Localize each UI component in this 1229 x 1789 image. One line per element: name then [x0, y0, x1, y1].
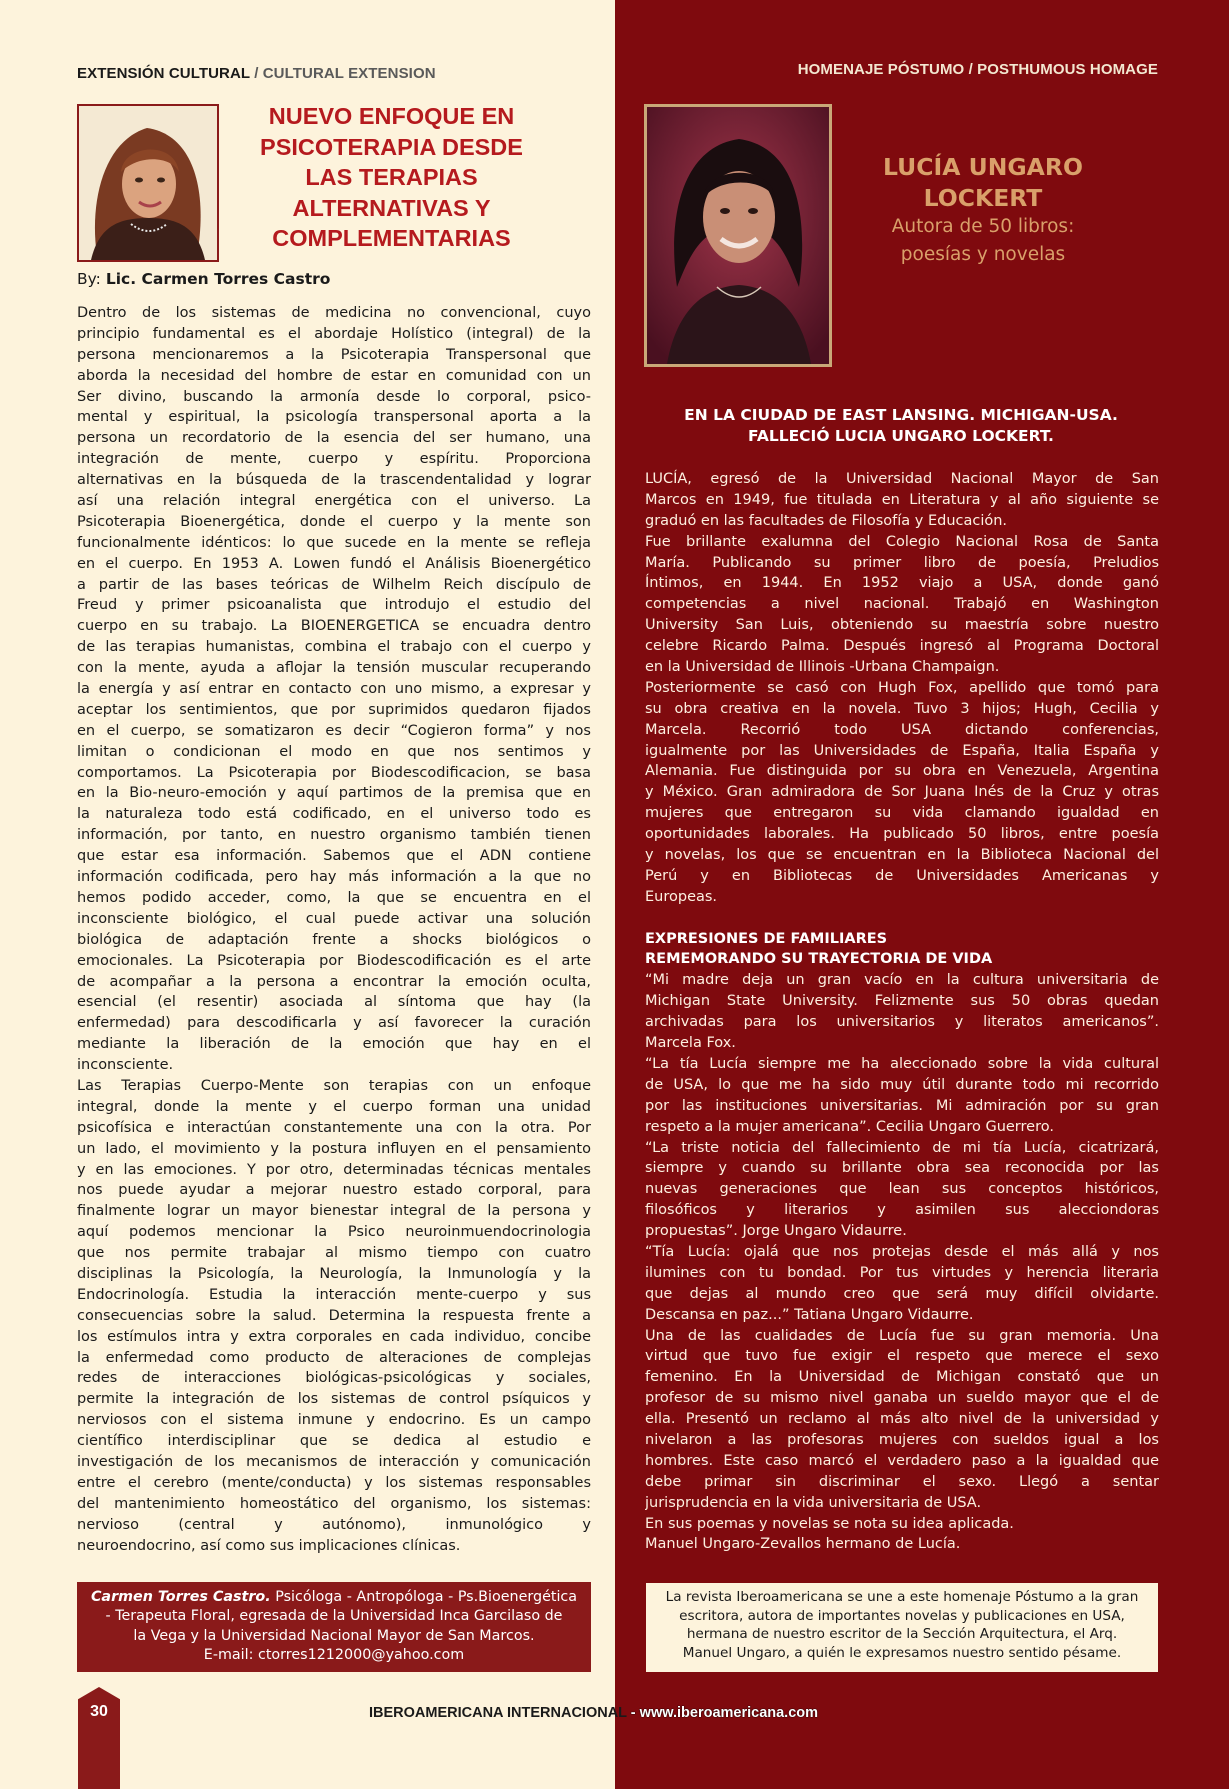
body-line: Dentro de los sistemas de medicina no convencional, cuyo [77, 305, 591, 321]
body-line: cuerpo en su trabajo. La BIOENERGETICA se encuadra dentro [77, 618, 591, 635]
footer-magazine: IBEROAMERICANA INTERNACIONAL [369, 1705, 627, 1721]
body-line: hemos podido acceder, como, la que se encuentra en el [77, 889, 591, 906]
title-line: LAS TERAPIAS [305, 164, 478, 190]
quote-line: archivadas para los universitarios y literatos americanos”. [645, 1014, 1159, 1031]
body-line: integración de mente, cuerpo y espíritu. Proporciona [77, 451, 591, 468]
body-line: redes de interacciones biológicas-psicológicas y sociales, [77, 1370, 591, 1387]
quote-line: Descansa en paz...” Tatiana Ungaro Vidaurre. [645, 1306, 974, 1323]
body-line: enfermedad) para descodificarla y así favorecer la curación [77, 1015, 591, 1032]
body-line: Alemania. Fue distinguida por su obra en Venezuela, Argentina [645, 763, 1159, 780]
author-photo [77, 104, 219, 262]
quote-line: propuestas”. Jorge Ungaro Vidaurre. [645, 1223, 907, 1240]
body-line: Europeas. [645, 888, 718, 905]
body-line: competencias a nivel nacional. Trabajó en Washington [645, 596, 1159, 613]
quote-line: virtud que tuvo fue exigir el respeto que merece el sexo [645, 1348, 1159, 1365]
body-line: la naturaleza todo está codificado, en el universo todo es [77, 806, 591, 823]
body-line: mediante la liberación de la emoción que hay en el [77, 1036, 591, 1053]
left-article-body [77, 303, 591, 1556]
quote-line: filosóficos y literarios y asimilen sus alecciondoras [645, 1202, 1159, 1219]
body-line: la energía y así entrar en contacto con uno mismo, a expresar y [77, 681, 591, 698]
body-line: con la mente, ayuda a aflojar la tensión muscular recuperando [77, 660, 591, 677]
body-line: consecuencias sobre la salud. Determina la respuesta frente a [77, 1307, 591, 1324]
right-article-body [645, 469, 1159, 1555]
body-line: a partir de las bases teóricas de Wilhelm Reich discípulo de [77, 576, 591, 593]
body-line: Psicoterapia Bioenergética, donde el cuerpo y la mente son [77, 513, 591, 530]
section-separator: / [249, 65, 263, 82]
byline-author: Lic. Carmen Torres Castro [105, 270, 331, 288]
body-line: su obra creativa en la novela. Tuvo 3 hijos; Hugh, Cecilia y [645, 700, 1159, 717]
lead-line: EN LA CIUDAD DE EAST LANSING. MICHIGAN-USA. [684, 406, 1118, 424]
right-article-lead [645, 405, 1157, 447]
body-line: comportamos. La Psicoterapia por Biodescodificacion, se basa [77, 764, 591, 781]
body-line: entre el cerebro (mente/conducta) y los sistemas responsables [77, 1474, 591, 1491]
byline-prefix: By: [77, 270, 106, 288]
body-line: aborda la necesidad del hombre de estar en comunidad con un [77, 367, 591, 384]
body-line: alternativas en la búsqueda de la trascendentalidad y lograr [77, 472, 591, 489]
footer-website: - www.iberoamericana.com [626, 1705, 819, 1721]
quote-line: Manuel Ungaro-Zevallos hermano de Lucía. [645, 1536, 961, 1553]
bio-line [77, 1588, 591, 1607]
body-line: graduó en las facultades de Filosofía y Educación. [645, 512, 1008, 529]
left-article-title [230, 101, 553, 254]
body-line: oportunidades laborales. Ha publicado 50 libros, entre poesía [645, 826, 1159, 843]
body-line: Las Terapias Cuerpo-Mente son terapias con un enfoque [77, 1077, 591, 1094]
body-line: limitan o condicionan el modo en que nos sentimos y [77, 743, 591, 760]
bio-email: E-mail: ctorres1212000@yahoo.com [203, 1646, 465, 1663]
quote-line: nuevas generaciones que lean sus conceptos históricos, [645, 1181, 1159, 1198]
title-line: ALTERNATIVAS Y [292, 194, 491, 221]
body-line: finalmente lograr un mayor bienestar integral de la persona y [77, 1203, 591, 1220]
body-line: así una relación integral energética con el universo. La [77, 493, 591, 510]
quote-line: Michigan State University. Felizmente sus 50 obras quedan [645, 993, 1159, 1010]
body-line: celebre Ricardo Palma. Después ingresó al Programa Doctoral [645, 638, 1159, 655]
section-header-right: HOMENAJE PÓSTUMO / POSTHUMOUS HOMAGE [797, 61, 1158, 78]
quote-line: ilumines con tu bondad. Por tus virtudes y herencia literaria [645, 1264, 1159, 1281]
quote-line: nivelaron a las profesoras mujeres con sueldos igual a los [645, 1431, 1159, 1448]
quote-line: por las instituciones universitarias. Mi admiración por su gran [645, 1097, 1159, 1114]
body-line: Freud y primer psicoanalista que introdujo el estudio del [77, 597, 591, 614]
body-line: en el cuerpo, se somatizaron es decir “Cogieron forma” y nos [77, 722, 591, 739]
homage-box [646, 1583, 1158, 1672]
body-line: psicofísica e interactúan constantemente una con la otra. Por [77, 1119, 591, 1136]
body-line: en el cuerpo. En 1953 A. Lowen fundó el Análisis Bioenergético [77, 555, 591, 572]
section-label-en: CULTURAL EXTENSION [262, 65, 436, 82]
body-line: en la Bio-neuro-emoción y aquí partimos de la premisa que en [77, 785, 591, 802]
quote-line: “La tía Lucía siempre me ha aleccionado sobre la vida cultural [645, 1055, 1159, 1072]
body-line: de acompañar a la persona a encontrar la emoción oculta, [77, 973, 591, 990]
body-line: principio fundamental es el abordaje Holístico (integral) de la [77, 325, 591, 342]
section-label: EXTENSIÓN CULTURAL [77, 65, 250, 82]
body-line: igualmente por las Universidades de España, Italia España y [645, 742, 1159, 759]
bio-name: Carmen Torres Castro. [90, 1589, 271, 1605]
body-line: nerviosos con el sistema inmune y endocrino. Es un campo [77, 1412, 591, 1429]
lucia-photo [644, 104, 832, 367]
author-portrait-icon [79, 106, 217, 260]
body-line: que nos permite trabajar al mismo tiempo con cuatro [77, 1245, 591, 1262]
body-line: aceptar los sentimientos, que por suprimidos quedaron fijados [77, 701, 591, 718]
subtitle-line: poesías y novelas [900, 244, 1066, 265]
body-line: mujeres que entregaron su vida clamando igualdad en [645, 805, 1159, 822]
page-number: 30 [90, 1703, 108, 1720]
homage-line: escritora, autora de importantes novelas y publicaciones en USA, [679, 1607, 1125, 1624]
subtitle-line: Autora de 50 libros: [891, 216, 1075, 237]
quote-line: que dejas al mundo creo que será muy difícil olvidarte. [645, 1285, 1159, 1302]
body-line: integral, donde la mente y el cuerpo forman una unidad [77, 1098, 591, 1115]
quote-line: hombres. Este caso marcó el verdadero paso a la igualdad que [645, 1452, 1159, 1469]
quote-line: respeto a la mujer americana”. Cecilia Ungaro Guerrero. [645, 1118, 1054, 1135]
bio-line: - Terapeuta Floral, egresada de la Universidad Inca Garcilaso de [105, 1608, 563, 1625]
byline [77, 270, 330, 288]
body-line: del mantenimiento homeostático del organismo, los sistemas: [77, 1495, 591, 1512]
body-line: permite la integración de los sistemas de control psíquicos y [77, 1391, 591, 1408]
body-line: biológica de adaptación frente a shocks biológicos o [77, 931, 591, 948]
homage-line: La revista Iberoamericana se une a este homenaje Póstumo a la gran [665, 1589, 1139, 1605]
paragraph-gap [645, 908, 1159, 929]
body-line: inconsciente biológico, el cual puede activar una solución [77, 910, 591, 927]
body-line: nervioso (central y autónomo), inmunológico y [77, 1516, 591, 1533]
footer [369, 1705, 818, 1721]
body-line: Marcela. Recorrió todo USA dictando conferencias, [645, 721, 1159, 738]
body-line: y novelas, los que se encuentran en la Biblioteca Nacional del [645, 847, 1159, 864]
lead-line: FALLECIÓ LUCIA UNGARO LOCKERT. [748, 427, 1054, 445]
quote-line: ella. Presentó un reclamo al más alto nivel de la universidad y [645, 1411, 1159, 1428]
body-line: en la Universidad de Illinois -Urbana Champaign. [645, 659, 1000, 676]
quote-line: siempre y cuando su brillante obra sea reconocida por las [645, 1160, 1159, 1177]
body-line: neuroendocrino, así como sus implicaciones clínicas. [77, 1537, 461, 1554]
quote-line: En sus poemas y novelas se nota su idea aplicada. [645, 1515, 1014, 1532]
body-line: disciplinas la Psicología, la Neurología, la Inmunología y la [77, 1265, 591, 1282]
body-line: esencial (el resentir) asociada al síntoma que hay (la [77, 994, 591, 1011]
body-line: nos puede ayudar a mejorar nuestro estado corporal, para [77, 1182, 591, 1199]
title-name-line: LUCÍA UNGARO [883, 153, 1083, 181]
right-article-title [846, 152, 1120, 269]
families-heading: REMEMORANDO SU TRAYECTORIA DE VIDA [645, 951, 993, 968]
quote-line: Una de las cualidades de Lucía fue su gran memoria. Una [645, 1327, 1159, 1344]
body-line: Marcos en 1949, fue titulada en Literatura y al año siguiente se [645, 491, 1159, 508]
section-header-left [77, 65, 436, 82]
body-line: inconsciente. [77, 1057, 174, 1074]
quote-line: femenino. En la Universidad de Michigan constató que un [645, 1369, 1159, 1386]
body-line: Endocrinología. Estudia la interacción mente-cuerpo y sus [77, 1286, 591, 1303]
body-line: María. Publicando su primer libro de poesía, Preludios [645, 554, 1159, 571]
body-line: funcionalmente idénticos: lo que sucede en la mente se refleja [77, 534, 591, 551]
body-line: persona mencionaremos a la Psicoterapia Transpersonal que [77, 346, 591, 363]
body-line: University San Luis, obteniendo su maestría sobre nuestro [645, 617, 1159, 634]
body-line: que estar esa información. Sabemos que el ADN contiene [77, 848, 591, 865]
body-line: un lado, el movimiento y la postura influyen en el pensamiento [77, 1140, 591, 1157]
body-line: la enfermedad como producto de alteraciones de complejas [77, 1349, 591, 1366]
quote-line: jurisprudencia en la vida universitaria de USA. [645, 1494, 982, 1511]
quote-line: “Tía Lucía: ojalá que nos protejas desde el más allá y nos [645, 1243, 1159, 1260]
title-line: PSICOTERAPIA DESDE [260, 133, 523, 160]
body-line: mental y espiritual, la psicología transpersonal aporta a la [77, 409, 591, 426]
title-line: COMPLEMENTARIAS [272, 225, 511, 251]
quote-line: “Mi madre deja un gran vacío en la cultura universitaria de [645, 972, 1159, 989]
body-line: científico interdisciplinar que se dedica al estudio e [77, 1433, 591, 1450]
quote-line: debe primar sin discriminar el sexo. Llegó a sentar [645, 1473, 1159, 1490]
author-bio-box [77, 1582, 591, 1672]
title-line: NUEVO ENFOQUE EN [268, 103, 515, 129]
homage-line: hermana de nuestro escritor de la Sección Arquitectura, el Arq. [686, 1626, 1118, 1642]
bio-line-text: Psicóloga - Antropóloga - Ps.Bioenergética [270, 1589, 578, 1605]
body-line: Perú y en Bibliotecas de Universidades Americanas y [645, 867, 1159, 884]
body-line: Íntimos, en 1944. En 1952 viajo a USA, donde ganó [645, 575, 1159, 592]
body-line: Posteriormente se casó con Hugh Fox, apellido que tomó para [645, 679, 1159, 696]
body-line: persona un recordatorio de la esencia del ser humano, una [77, 430, 591, 447]
body-line: información, por tanto, en nuestro organismo también tienen [77, 827, 591, 844]
bio-line: la Vega y la Universidad Nacional Mayor de San Marcos. [133, 1627, 535, 1644]
body-line: emocionales. La Psicoterapia por Biodescodificación es el arte [77, 952, 591, 969]
body-line: información codificada, pero hay más información a la que no [77, 869, 591, 886]
quote-line: de USA, lo que me ha sido muy útil durante todo mi recorrido [645, 1076, 1159, 1093]
body-line: y México. Gran admiradora de Sor Juana Inés de la Cruz y otras [645, 784, 1159, 801]
lucia-portrait-icon [647, 107, 829, 364]
body-line: de las terapias humanistas, combina el trabajo con el cuerpo y [77, 639, 591, 656]
families-heading: EXPRESIONES DE FAMILIARES [645, 930, 888, 947]
body-line: aquí podemos mencionar la Psico neuroinmuendocrinologia [77, 1224, 591, 1241]
quote-line: “La triste noticia del fallecimiento de mi tía Lucía, cicatrizará, [645, 1139, 1159, 1156]
body-line: Fue brillante exalumna del Colegio Nacional Rosa de Santa [645, 533, 1159, 550]
body-line: y en las emociones. Y por otro, determinadas técnicas mentales [77, 1161, 591, 1178]
body-line: Ser divino, buscando la armonía desde lo corporal, psico- [77, 388, 591, 405]
title-name-line: LOCKERT [923, 183, 1043, 212]
quote-line: profesor de su mismo nivel ganaba un sueldo mayor que el de [645, 1390, 1159, 1407]
quote-line: Marcela Fox. [645, 1035, 736, 1052]
body-line: LUCÍA, egresó de la Universidad Nacional Mayor de San [645, 471, 1159, 487]
homage-line: Manuel Ungaro, a quién le expresamos nuestro sentido pésame. [682, 1644, 1122, 1661]
body-line: investigación de los mecanismos de interacción y comunicación [77, 1453, 591, 1470]
body-line: los estímulos intra y extra corporales en cada individuo, concibe [77, 1328, 591, 1345]
